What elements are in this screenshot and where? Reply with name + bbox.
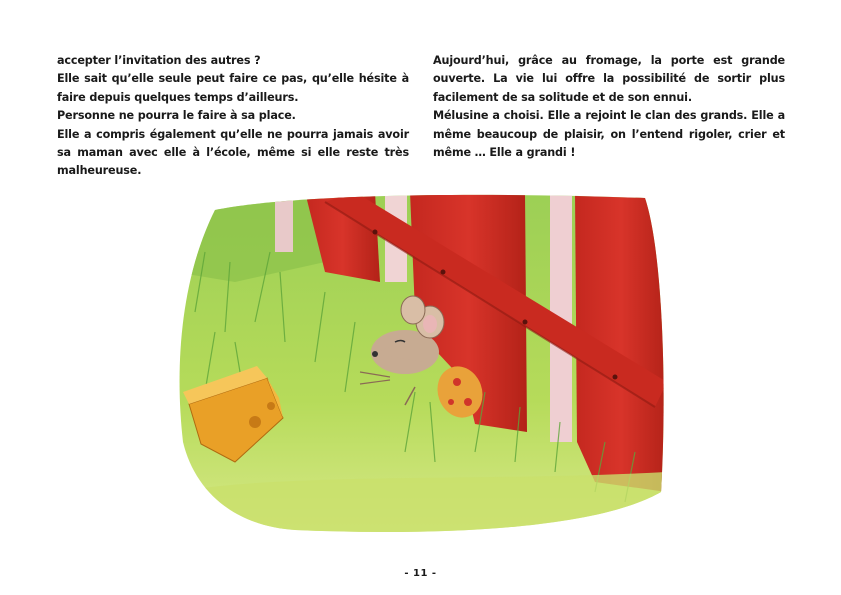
paragraph: accepter l’invitation des autres ? [57, 54, 261, 67]
paragraph: Elle sait qu’elle seule peut faire ce pas, qu’elle hésite à faire depuis quelques temps d’ailleurs. [57, 72, 409, 104]
paragraph: Personne ne pourra le faire à sa place. [57, 109, 296, 123]
page-number: - 11 - [404, 568, 437, 579]
paragraph: Mélusine a choisi. Elle a rejoint le clan des grands. Elle a même beaucoup de plaisir, on l’entend rigoler, crier et même … Elle a grandi ! [433, 109, 785, 160]
right-text-column [433, 52, 785, 162]
paragraph: Aujourd’hui, grâce au fromage, la porte est grande ouverte. La vie lui offre la possibilité de sortir plus facilement de sa solitude et de son ennui. [433, 54, 785, 104]
mouse-and-cheese-illustration [175, 192, 667, 540]
paragraph: Elle a compris également qu’elle ne pourra jamais avoir sa maman avec elle à l’école, même si elle reste très malheureuse. [57, 127, 409, 178]
left-text-column [57, 52, 409, 181]
